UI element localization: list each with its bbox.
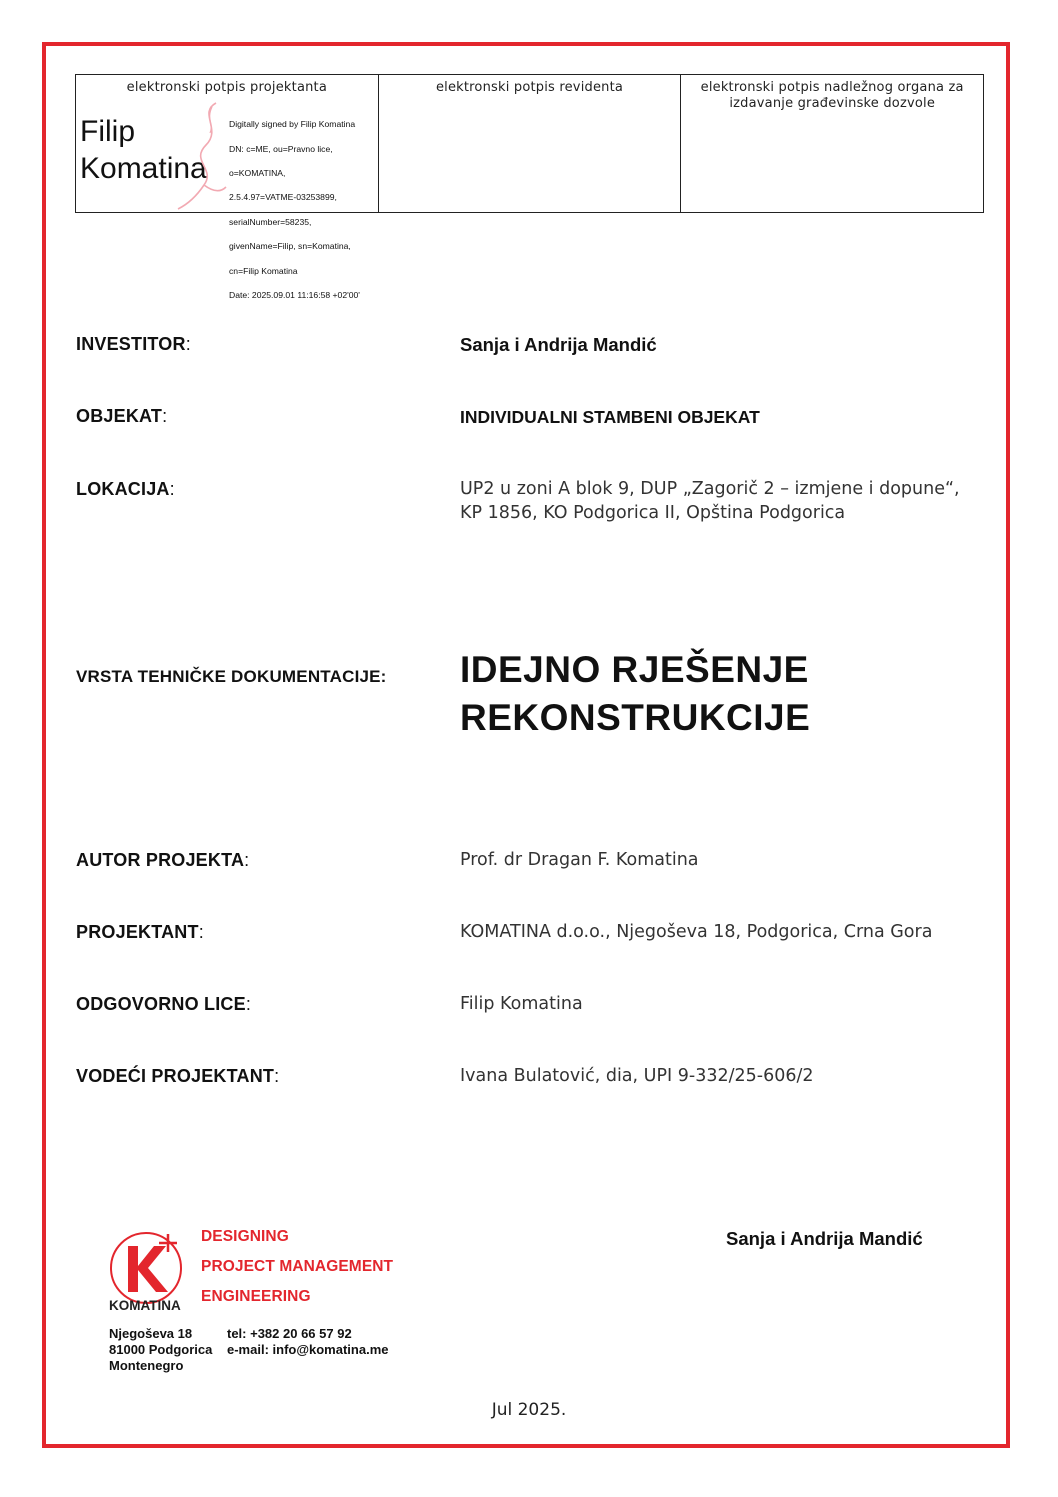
- address-line: Montenegro: [109, 1358, 184, 1373]
- odgovorno-lice-label: ODGOVORNO LICE:: [76, 994, 252, 1014]
- designer-signature-cell: [76, 75, 379, 301]
- signature-detail-line: cn=Filip Komatina: [229, 265, 298, 276]
- signature-table: [75, 74, 984, 301]
- service-project-management: PROJECT MANAGEMENT: [201, 1258, 394, 1275]
- company-address: [109, 1326, 212, 1374]
- lokacija-label: LOKACIJA:: [76, 479, 175, 499]
- company-contact: [227, 1326, 388, 1358]
- signature-detail-line: DN: c=ME, ou=Pravno lice,: [229, 143, 333, 154]
- company-services: [201, 1222, 461, 1312]
- company-email: e-mail: info@komatina.me: [227, 1342, 389, 1357]
- vrsta-label: VRSTA TEHNIČKE DOKUMENTACIJE:: [76, 667, 387, 686]
- autor-label: AUTOR PROJEKTA:: [76, 850, 250, 870]
- objekat-value: INDIVIDUALNI STAMBENI OBJEKAT: [460, 407, 760, 427]
- logo-company-name: KOMATINA: [109, 1298, 181, 1313]
- signature-detail-line: 2.5.4.97=VATME-03253899,: [229, 192, 337, 203]
- vodeci-projektant-value: Ivana Bulatović, dia, UPI 9-332/25-606/2: [460, 1066, 814, 1086]
- address-line: Njegoševa 18: [109, 1326, 193, 1341]
- komatina-logo-icon: [108, 1228, 188, 1308]
- investitor-label: INVESTITOR:: [76, 334, 191, 354]
- authority-signature-header: [681, 75, 983, 112]
- document-type-title: [460, 646, 810, 742]
- authority-header-line: izdavanje građevinske dozvole: [729, 96, 936, 111]
- odgovorno-lice-value: Filip Komatina: [460, 994, 583, 1014]
- projektant-value: KOMATINA d.o.o., Njegoševa 18, Podgorica, Crna Gora: [460, 922, 933, 942]
- lokacija-line: UP2 u zoni A blok 9, DUP „Zagorič 2 – izmjene i dopune“,: [460, 479, 960, 499]
- digital-signature-details: [229, 106, 360, 313]
- document-date: Jul 2025.: [491, 1400, 567, 1420]
- address-line: 81000 Podgorica: [109, 1342, 213, 1357]
- signature-detail-line: givenName=Filip, sn=Komatina,: [229, 241, 351, 252]
- vodeci-projektant-label: VODEĆI PROJEKTANT:: [76, 1066, 280, 1086]
- reviser-signature-header: elektronski potpis revidenta: [435, 80, 624, 95]
- signer-last-name: Komatina: [80, 152, 207, 185]
- investitor-value: Sanja i Andrija Mandić: [460, 334, 657, 355]
- document-type-line: IDEJNO RJEŠENJE: [460, 649, 809, 690]
- objekat-label: OBJEKAT:: [76, 406, 168, 426]
- autor-value: Prof. dr Dragan F. Komatina: [460, 850, 699, 870]
- handwritten-signature-icon: [176, 99, 236, 211]
- designer-signature-header: elektronski potpis projektanta: [126, 80, 328, 95]
- service-designing: DESIGNING: [201, 1228, 289, 1245]
- lokacija-value: [460, 477, 960, 525]
- authority-signature-cell: [681, 75, 983, 212]
- signature-detail-line: Date: 2025.09.01 11:16:58 +02'00': [229, 290, 360, 301]
- signature-detail-line: o=KOMATINA,: [229, 168, 286, 179]
- signature-detail-line: Digitally signed by Filip Komatina: [229, 119, 356, 130]
- reviser-signature-cell: [379, 75, 682, 212]
- service-engineering: ENGINEERING: [201, 1288, 311, 1305]
- document-type-line: REKONSTRUKCIJE: [460, 697, 811, 738]
- authority-header-line: elektronski potpis nadležnog organa za: [700, 80, 964, 95]
- investor-signature-name: Sanja i Andrija Mandić: [726, 1228, 923, 1249]
- company-phone: tel: +382 20 66 57 92: [227, 1326, 352, 1341]
- lokacija-line: KP 1856, KO Podgorica II, Opština Podgorica: [460, 503, 846, 523]
- signer-first-name: Filip: [80, 115, 136, 148]
- signature-detail-line: serialNumber=58235,: [229, 216, 312, 227]
- projektant-label: PROJEKTANT:: [76, 922, 204, 942]
